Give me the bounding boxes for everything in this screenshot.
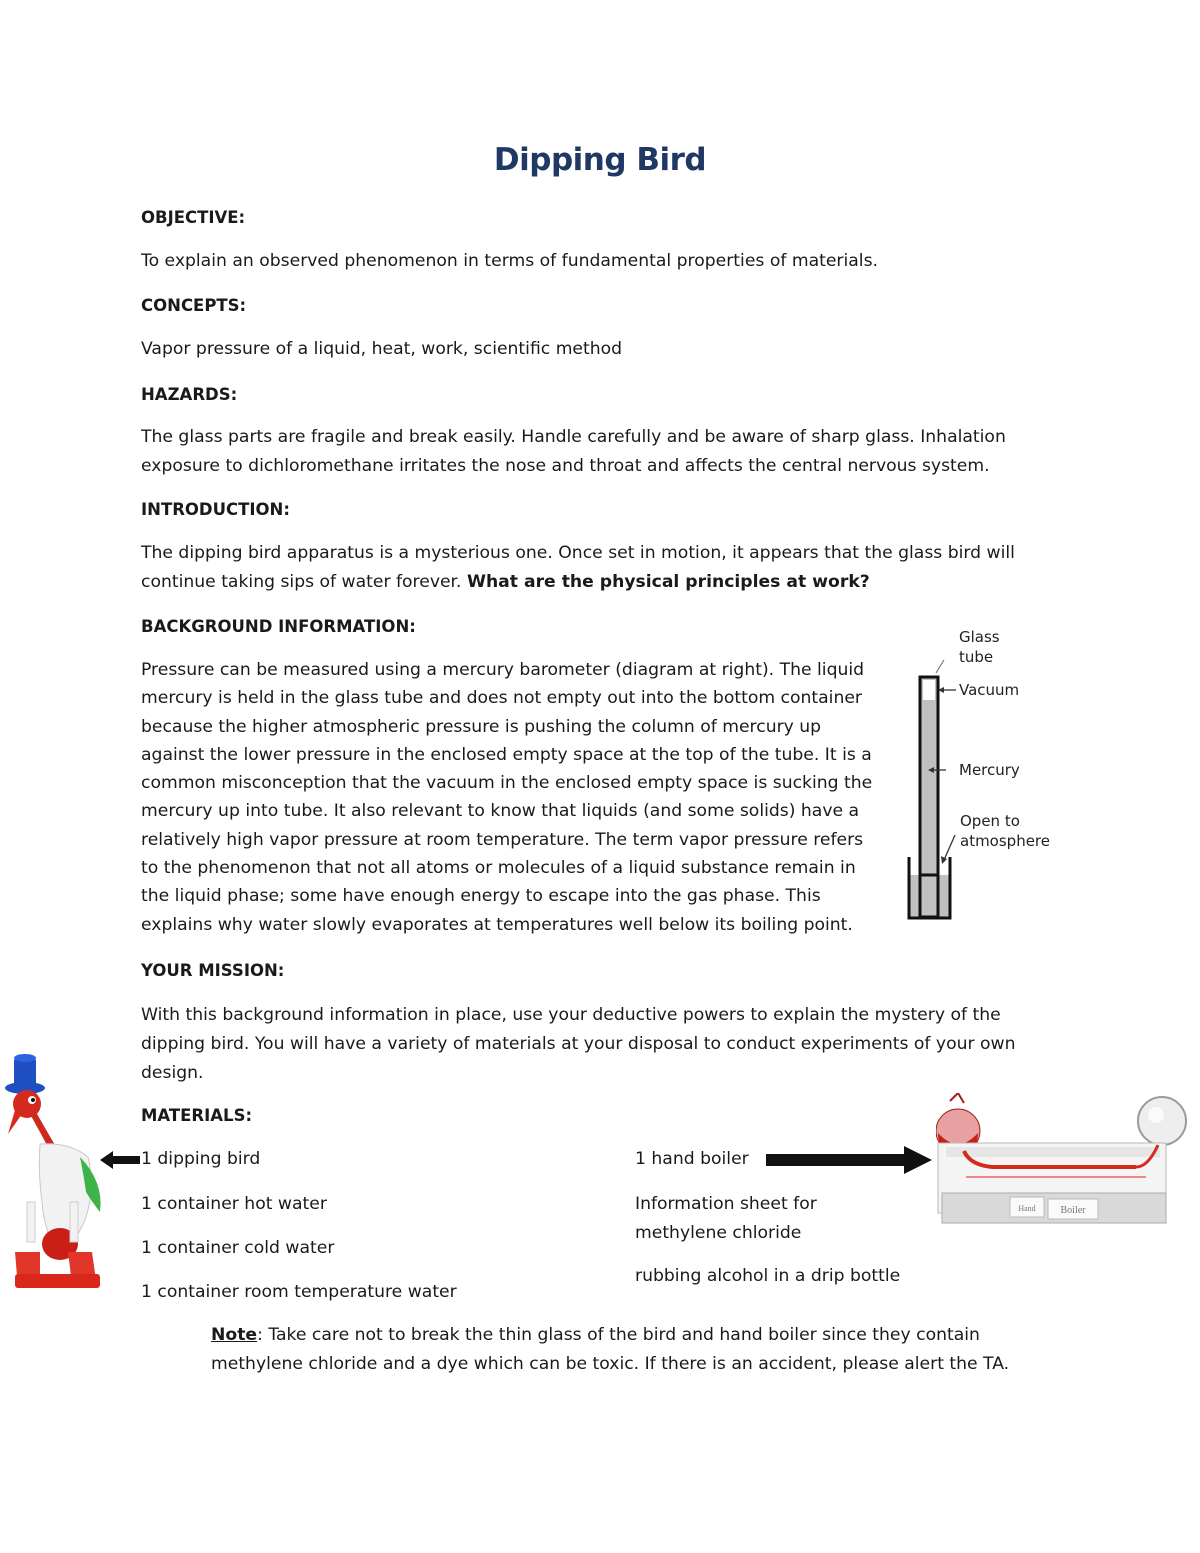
background-heading: BACKGROUND INFORMATION: bbox=[141, 617, 416, 636]
hand-boiler-image bbox=[936, 1093, 1196, 1225]
background-text bbox=[141, 656, 872, 939]
objective-heading: OBJECTIVE: bbox=[141, 208, 246, 227]
hazards-line: exposure to dichloromethane irritates the nose and throat and affects the central nervous system. bbox=[141, 455, 990, 476]
dipping-bird-image bbox=[0, 1052, 110, 1297]
hazards-line: The glass parts are fragile and break easily. Handle carefully and be aware of sharp glass. Inhalation bbox=[141, 427, 1006, 447]
note-label: Note bbox=[211, 1325, 258, 1345]
mission-line: With this background information in place, use your deductive powers to explain the mystery of the bbox=[141, 1005, 1001, 1025]
background-line: mercury up into tube. It also relevant to know that liquids (and some solids) have a bbox=[141, 801, 860, 822]
material-item: 1 hand boiler bbox=[635, 1149, 749, 1169]
mission-line: dipping bird. You will have a variety of materials at your disposal to conduct experiments of your own bbox=[141, 1033, 1016, 1054]
background-line: Pressure can be measured using a mercury barometer (diagram at right). The liquid bbox=[141, 660, 865, 680]
background-line: against the lower pressure in the enclosed empty space at the top of the tube. It is a bbox=[141, 744, 872, 765]
right-arrow-icon bbox=[766, 1145, 932, 1175]
background-line: mercury is held in the glass tube and does not empty out into the bottom container bbox=[141, 688, 862, 709]
note-line: : Take care not to break the thin glass of the bird and hand boiler since they contain bbox=[257, 1325, 980, 1345]
background-line: because the higher atmospheric pressure is pushing the column of mercury up bbox=[141, 716, 822, 737]
hand-boiler-tag-1: Hand bbox=[1018, 1204, 1036, 1213]
background-line: explains why water slowly evaporates at temperatures well below its boiling point. bbox=[141, 914, 853, 935]
material-item: 1 container room temperature water bbox=[141, 1282, 457, 1302]
barometer-diagram bbox=[900, 660, 960, 926]
material-item: 1 dipping bird bbox=[141, 1149, 261, 1169]
introduction-text bbox=[141, 539, 1015, 597]
introduction-question: What are the physical principles at work? bbox=[466, 571, 870, 592]
vacuum-label: Vacuum bbox=[959, 681, 1020, 699]
introduction-heading: INTRODUCTION: bbox=[141, 500, 290, 519]
note-line: methylene chloride and a dye which can be toxic. If there is an accident, please alert the TA. bbox=[211, 1353, 1010, 1374]
background-line: the liquid phase; some have enough energy to escape into the gas phase. This bbox=[141, 886, 821, 907]
concepts-heading: CONCEPTS: bbox=[141, 296, 247, 315]
mission-line: design. bbox=[141, 1062, 204, 1083]
mission-text bbox=[141, 1001, 1016, 1087]
hazards-text bbox=[141, 423, 1006, 481]
hazards-heading: HAZARDS: bbox=[141, 385, 238, 404]
material-item: 1 container hot water bbox=[141, 1194, 327, 1214]
glass-tube-label: Glass tube bbox=[959, 628, 1000, 666]
material-item: 1 container cold water bbox=[141, 1238, 335, 1258]
background-line: relatively high vapor pressure at room temperature. The term vapor pressure refers bbox=[141, 829, 864, 850]
page-title: Dipping Bird bbox=[493, 142, 707, 178]
open-to-atmosphere-label: Open to atmosphere bbox=[960, 812, 1050, 850]
safety-note bbox=[211, 1321, 1009, 1379]
background-line: to the phenomenon that not all atoms or molecules of a liquid substance remain in bbox=[141, 858, 856, 879]
vacuum-space bbox=[923, 680, 935, 700]
mission-heading: YOUR MISSION: bbox=[141, 961, 285, 980]
material-item: Information sheet for methylene chloride bbox=[635, 1194, 817, 1243]
mercury-label: Mercury bbox=[959, 761, 1020, 779]
objective-text: To explain an observed phenomenon in terms of fundamental properties of materials. bbox=[141, 251, 879, 271]
hand-boiler-tag-2: Boiler bbox=[1060, 1205, 1086, 1216]
introduction-line bbox=[141, 568, 1015, 597]
background-line: common misconception that the vacuum in the enclosed empty space is sucking the bbox=[141, 773, 873, 794]
introduction-line: The dipping bird apparatus is a mysterious one. Once set in motion, it appears that the glass bird will bbox=[141, 543, 1015, 563]
concepts-text: Vapor pressure of a liquid, heat, work, scientific method bbox=[141, 339, 623, 359]
introduction-plain: continue taking sips of water forever. bbox=[141, 571, 467, 592]
materials-heading: MATERIALS: bbox=[141, 1106, 253, 1125]
material-item: rubbing alcohol in a drip bottle bbox=[635, 1266, 901, 1286]
